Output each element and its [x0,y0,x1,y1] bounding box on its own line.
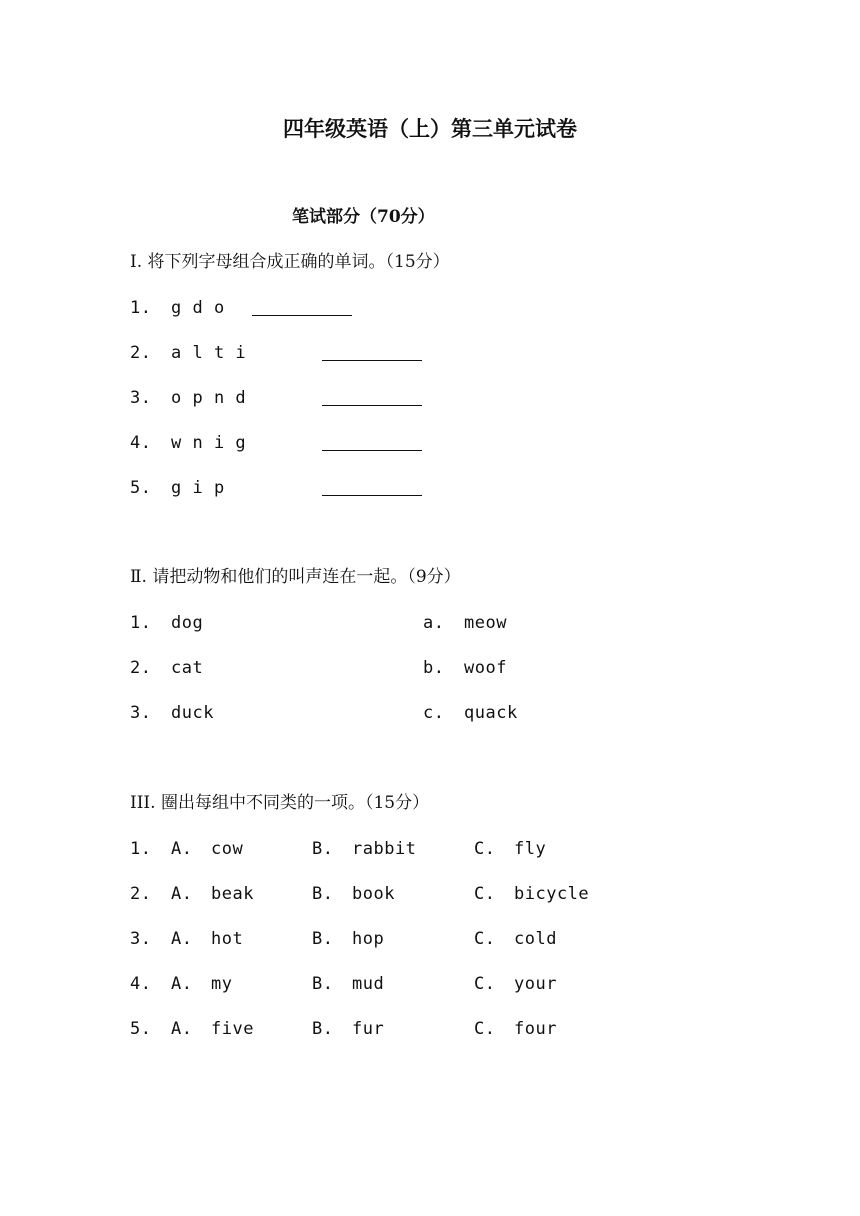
sound-word: woof [464,658,507,678]
answer-blank[interactable] [322,360,422,361]
option-c-label: C. [474,839,496,859]
scrambled-letters: o p n d [171,388,247,408]
item-number: 4. [130,433,152,453]
scrambled-letters: g d o [171,298,225,318]
item-number: 2. [130,343,152,363]
page-title: 四年级英语（上）第三单元试卷 [283,116,577,141]
item-number: 5. [130,478,152,498]
sound-word: meow [464,613,507,633]
item-number: 2. [130,658,152,678]
answer-blank[interactable] [322,450,422,451]
animal-word: duck [171,703,214,723]
option-a-word[interactable]: my [211,974,233,994]
option-b-word[interactable]: book [352,884,395,904]
option-b-label: B. [312,974,334,994]
item-number: 4. [130,974,152,994]
option-c-label: C. [474,974,496,994]
option-b-label: B. [312,1019,334,1039]
item-number: 3. [130,929,152,949]
option-b-word[interactable]: hop [352,929,385,949]
option-b-label: B. [312,884,334,904]
option-b-label: B. [312,929,334,949]
answer-blank[interactable] [322,495,422,496]
option-a-label: A. [171,884,193,904]
page-subtitle: 笔试部分（70分） [292,207,435,227]
item-number: 1. [130,613,152,633]
option-c-word[interactable]: bicycle [514,884,590,904]
option-c-label: C. [474,1019,496,1039]
scrambled-letters: a l t i [171,343,247,363]
animal-word: cat [171,658,204,678]
option-b-word[interactable]: mud [352,974,385,994]
item-number: 1. [130,839,152,859]
section1-heading: Ⅰ. 将下列字母组合成正确的单词。（15分） [130,252,450,272]
option-c-word[interactable]: cold [514,929,557,949]
option-a-label: A. [171,839,193,859]
sound-word: quack [464,703,518,723]
item-number: 3. [130,703,152,723]
option-b-word[interactable]: fur [352,1019,385,1039]
option-c-word[interactable]: four [514,1019,557,1039]
option-b-label: B. [312,839,334,859]
option-a-label: A. [171,929,193,949]
item-number: 2. [130,884,152,904]
option-c-word[interactable]: fly [514,839,547,859]
item-number: 3. [130,388,152,408]
answer-blank[interactable] [322,405,422,406]
item-number: 1. [130,298,152,318]
option-letter: c. [423,703,445,723]
option-c-word[interactable]: your [514,974,557,994]
option-c-label: C. [474,884,496,904]
option-a-word[interactable]: five [211,1019,254,1039]
option-letter: a. [423,613,445,633]
option-a-label: A. [171,1019,193,1039]
option-a-word[interactable]: beak [211,884,254,904]
scrambled-letters: w n i g [171,433,247,453]
option-b-word[interactable]: rabbit [352,839,417,859]
option-a-label: A. [171,974,193,994]
option-c-label: C. [474,929,496,949]
scrambled-letters: g i p [171,478,225,498]
option-a-word[interactable]: cow [211,839,244,859]
item-number: 5. [130,1019,152,1039]
option-a-word[interactable]: hot [211,929,244,949]
answer-blank[interactable] [252,315,352,316]
section2-heading: Ⅱ. 请把动物和他们的叫声连在一起。（9分） [130,567,461,587]
section3-heading: III. 圈出每组中不同类的一项。（15分） [130,793,430,813]
animal-word: dog [171,613,204,633]
option-letter: b. [423,658,445,678]
